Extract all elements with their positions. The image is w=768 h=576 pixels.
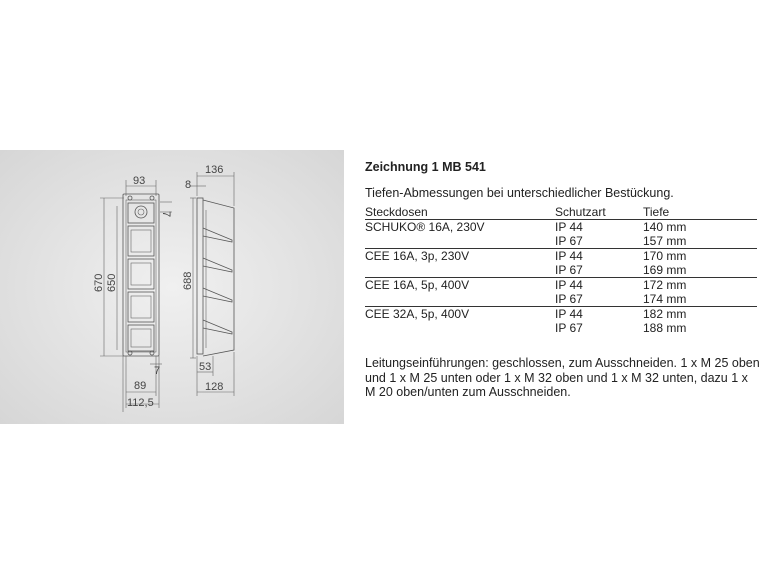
dim-top-gap: 7 bbox=[160, 211, 172, 218]
protection-class: IP 67 bbox=[555, 292, 643, 307]
spec-text-block bbox=[365, 160, 760, 400]
dim-bottom-gap: 7 bbox=[154, 365, 161, 377]
dim-width-outer: 112,5 bbox=[127, 397, 154, 409]
protection-class: IP 67 bbox=[555, 234, 643, 249]
col-header-steckdosen: Steckdosen bbox=[365, 205, 555, 220]
protection-class: IP 44 bbox=[555, 307, 583, 321]
dim-height-outer: 670 bbox=[93, 273, 105, 292]
table-row bbox=[365, 292, 757, 307]
technical-drawing-panel bbox=[0, 150, 344, 424]
dim-offset-top: 8 bbox=[185, 179, 192, 191]
table-row bbox=[365, 321, 757, 335]
protection-class: IP 44 bbox=[555, 278, 583, 292]
depth-value: 172 mm bbox=[643, 278, 687, 292]
dim-bottom-offset: 53 bbox=[199, 361, 212, 373]
depth-value: 174 mm bbox=[643, 292, 757, 307]
dim-width-top: 93 bbox=[133, 175, 146, 187]
depth-value: 140 mm bbox=[643, 220, 687, 234]
protection-class: IP 44 bbox=[555, 249, 583, 263]
depth-table bbox=[365, 205, 757, 335]
socket-type: CEE 32A, 5p, 400V bbox=[365, 307, 470, 321]
col-header-tiefe: Tiefe bbox=[643, 205, 757, 220]
protection-class: IP 67 bbox=[555, 263, 643, 278]
cable-entry-note: Leitungseinführungen: geschlossen, zum Ausschneiden. 1 x M 25 oben und 1 x M 25 unten oder 1 x M 32 oben und 1 x M 32 unten, dazu 1 x M 20 oben/unten zum Ausschneiden. bbox=[365, 356, 760, 399]
dim-depth-top: 136 bbox=[205, 164, 224, 176]
depth-value: 157 mm bbox=[643, 234, 757, 249]
table-header-row bbox=[365, 205, 757, 220]
col-header-schutzart: Schutzart bbox=[555, 205, 643, 220]
drawing-title: Zeichnung 1 MB 541 bbox=[365, 160, 486, 174]
table-row bbox=[365, 263, 757, 278]
table-row bbox=[365, 278, 757, 293]
depth-subtitle: Tiefen-Abmessungen bei unterschiedlicher Bestückung. bbox=[365, 186, 674, 200]
technical-drawing bbox=[0, 150, 344, 424]
protection-class: IP 67 bbox=[555, 321, 583, 335]
depth-value: 170 mm bbox=[643, 249, 687, 263]
socket-type: SCHUKO® 16A, 230V bbox=[365, 220, 485, 234]
table-row bbox=[365, 234, 757, 249]
dim-depth-bottom: 128 bbox=[205, 381, 224, 393]
dim-height-inner: 650 bbox=[106, 273, 118, 292]
side-view bbox=[190, 172, 234, 396]
depth-value: 169 mm bbox=[643, 263, 757, 278]
depth-value: 188 mm bbox=[643, 321, 687, 335]
table-row bbox=[365, 220, 757, 235]
dim-width-inner: 89 bbox=[134, 380, 147, 392]
table-row bbox=[365, 307, 757, 322]
table-row bbox=[365, 249, 757, 264]
dim-side-height: 688 bbox=[182, 271, 194, 290]
protection-class: IP 44 bbox=[555, 220, 583, 234]
socket-type: CEE 16A, 5p, 400V bbox=[365, 278, 470, 292]
depth-value: 182 mm bbox=[643, 307, 687, 321]
socket-type: CEE 16A, 3p, 230V bbox=[365, 249, 470, 263]
